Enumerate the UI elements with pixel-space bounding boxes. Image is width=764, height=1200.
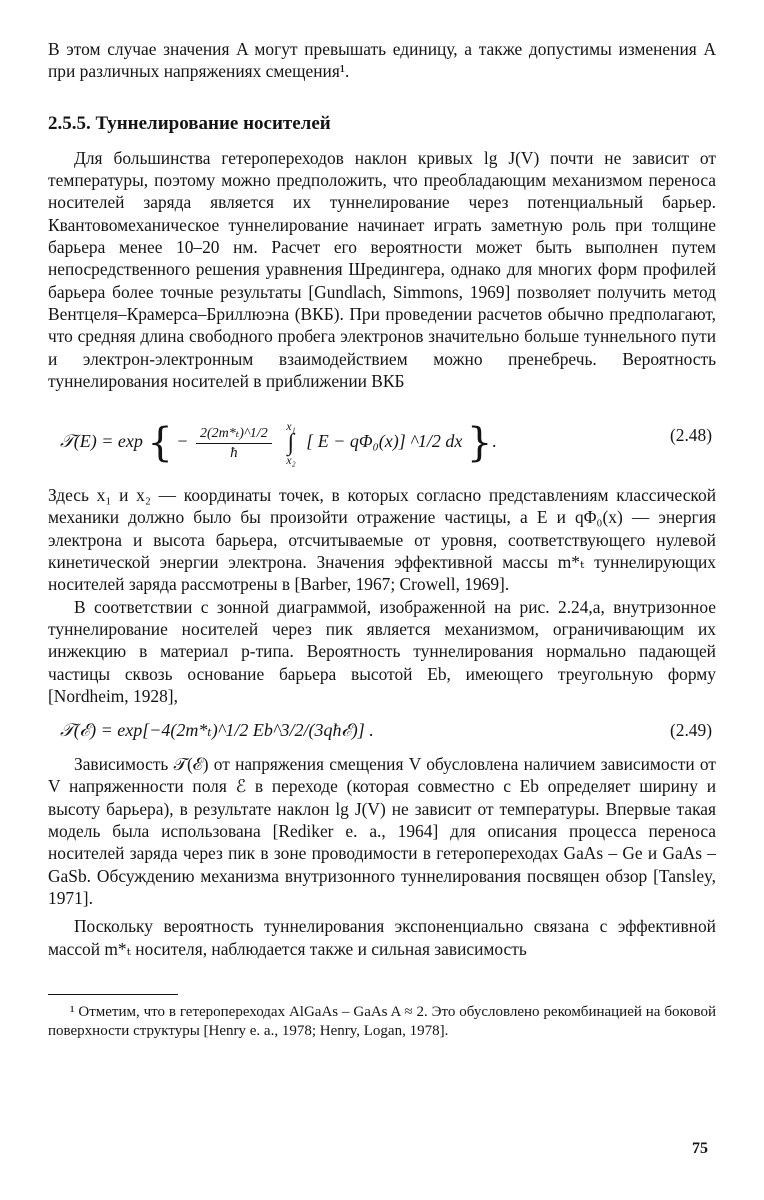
eq2-body: 𝒯(ℰ) = exp[−4(2m*ₜ)^1/2 Eb^3/2/(3qħℰ)] . bbox=[60, 720, 374, 741]
equation-number-2-48: (2.48) bbox=[669, 425, 712, 446]
eq1-upper-limit: x₁ bbox=[286, 419, 296, 434]
footnote-divider bbox=[48, 994, 178, 995]
paragraph-dependence: Зависимость 𝒯(ℰ) от напряжения смещения V обусловлена наличием зависимости от V напряженности поля ℰ в переходе (которая совместно с Eb определяет ширину и высоту барьера), в результате наклон lg J(V) не зависит от температуры. Впервые такая модель была использована [Rediker e. a., 1964] для описания процесса переноса носителей заряда через пик в зоне проводимости в гетеропереходах GaAs – Ge и GaAs – GaSb. Обсуждению механизма внутризонного туннелирования посвящен обзор [Tansley, 1971]. bbox=[48, 754, 716, 908]
footnote: ¹ Отметим, что в гетеропереходах AlGaAs – GaAs A ≈ 2. Это обусловлено рекомбинацией на боковой поверхности структуры [Henry e. a., 1978; Henry, Logan, 1978]. bbox=[48, 1003, 716, 1039]
paragraph-effective-mass: Поскольку вероятность туннелирования экспоненциально связана с эффективной массой m*ₜ носителя, наблюдается также и сильная зависимость bbox=[48, 916, 716, 959]
paragraph-coordinates: Здесь x₁ и x₂ — координаты точек, в которых согласно представлениям классической механики должно было бы произойти отражение частицы, а E и qΦ₀(x) — энергия электрона и высота барьера, отсчитываемые от уровня, соответствующего нулевой кинетической энергии электрона. Значения эффективной массы m*ₜ туннелирующих носителей заряда рассмотрены в [Barber, 1967; Crowell, 1969]. bbox=[48, 485, 716, 595]
paragraph-tunneling: Для большинства гетеропереходов наклон кривых lg J(V) почти не зависит от температуры, поэтому можно предположить, что преобладающим механизмом переноса носителей заряда является их туннелирование через потенциальный барьер. Квантовомеханическое туннелирование начинает играть заметную роль при толщине барьера менее 10–20 нм. Расчет его вероятности может быть выполнен путем непосредственного решения уравнения Шредингера, однако для многих форм профилей барьера более точные результаты [Gundlach, Simmons, 1969] позволяет получить метод Вентцеля–Крамерса–Бриллюэна (ВКБ). При проведении расчетов обычно предполагают, что средняя длина свободного пробега электронов значительно больше туннельного пути и электрон-электронным взаимодействием можно пренебречь. Вероятность туннелирования носителей в приближении ВКБ bbox=[48, 147, 716, 391]
paragraph-intro: В этом случае значения A могут превышать единицу, а также допустимы изменения A при различных напряжениях смещения¹. bbox=[48, 39, 716, 82]
eq1-integrand: [ E − qΦ₀(x)] ^1/2 dx bbox=[306, 431, 463, 452]
eq1-lhs: 𝒯(E) = exp bbox=[60, 431, 143, 452]
eq1-lower-limit: x₂ bbox=[286, 453, 296, 468]
page-number: 75 bbox=[692, 1140, 708, 1157]
paragraph-band-diagram: В соответствии с зонной диаграммой, изображенной на рис. 2.24,а, внутризонное туннелирование носителей через пик является механизмом, ограничивающим их инжекцию в материал p-типа. Вероятность туннелирования нормально падающей частицы сквозь основание барьера высотой Eb, имеющего треугольную форму [Nordheim, 1928], bbox=[48, 596, 716, 706]
eq1-numerator: 2(2m*ₜ)^1/2 bbox=[196, 425, 272, 444]
equation-2-49 bbox=[48, 715, 716, 745]
equation-number-2-49: (2.49) bbox=[669, 720, 712, 741]
eq1-denominator: ħ bbox=[230, 444, 238, 461]
page-content bbox=[48, 38, 716, 1041]
section-heading: 2.5.5. Туннелирование носителей bbox=[48, 112, 331, 134]
equation-2-48: 𝒯(E) = exp { − $\frac{\text{2(2m*ₜ)\textasciicircum{}1/2}}{ħ}$ x₁ ∫ x₂ [ E − qΦ₀(x)] ^1/2 dx }. (2.48) bbox=[60, 419, 712, 468]
integral-sign: x₁ ∫ x₂ bbox=[286, 419, 296, 468]
right-brace: } bbox=[466, 420, 493, 467]
eq1-fraction bbox=[196, 425, 272, 462]
left-brace: { bbox=[147, 420, 173, 467]
